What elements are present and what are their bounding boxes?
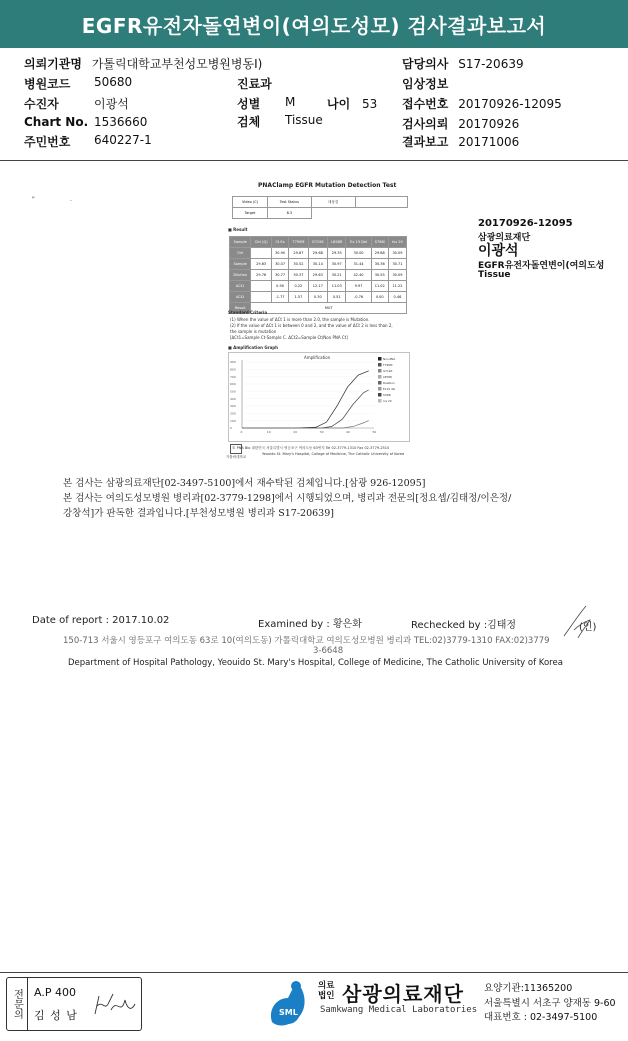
- legend-swatch: [378, 399, 382, 403]
- report-date-label: 결과보고: [402, 135, 449, 149]
- legend-label: Ins 20: [383, 399, 392, 403]
- std-line: [ΔCt1=Sample Ct-Sample C. ΔCt2=Sample Ct/Non PNA Ct]: [230, 335, 348, 340]
- sticker-name: 이광석: [478, 243, 519, 259]
- result-cell: 30.77: [271, 270, 288, 281]
- result-cell: 30.21: [327, 270, 346, 281]
- result-cell: 11.22: [388, 281, 406, 292]
- result-cell: 0.90: [271, 281, 288, 292]
- result-cell: 30.00: [346, 248, 371, 259]
- sticker-specimen: Tissue: [478, 270, 511, 280]
- result-cell: ΔCt1: [230, 281, 251, 292]
- info-cell: Target: [233, 208, 268, 219]
- bottom-divider: [0, 972, 628, 973]
- specimen-label: 검체: [237, 115, 261, 129]
- result-cell: 30.14: [308, 259, 327, 270]
- legend-label: Deletion: [383, 381, 395, 385]
- request-label: 검사의뢰: [402, 117, 449, 131]
- resident-value: 640227-1: [94, 133, 152, 147]
- legend-label: Ex19 del: [383, 387, 396, 391]
- request-value: 20170926: [458, 117, 520, 131]
- result-cell: 30.09: [388, 270, 406, 281]
- x-tick-label: 50: [372, 430, 377, 434]
- info-cell: [311, 208, 355, 219]
- result-cell: 1.57: [289, 292, 308, 303]
- result-cell: 30.07: [271, 259, 288, 270]
- result-header-cell: Ct Ex: [271, 237, 288, 248]
- recipient-label: 수진자: [24, 97, 59, 111]
- y-tick-label: 0: [230, 426, 232, 431]
- comment-line: 본 검사는 여의도성모병원 병리과[02-3779-1298]에서 시행되었으며, 병리과 전문의[정요셉/김태정/이은정/: [63, 493, 512, 504]
- result-row: [230, 281, 407, 292]
- result-cell: 42.40: [346, 270, 371, 281]
- result-cell: 30.97: [327, 259, 346, 270]
- clinical-row: [402, 75, 448, 92]
- y-tick-label: 700: [230, 374, 236, 379]
- specialist-label-cell: [7, 978, 28, 1030]
- sml-badge-text: SML: [279, 1008, 298, 1017]
- sticker-test: EGFR유전자돌연변이(여의도성: [478, 261, 605, 271]
- resident-label: 주민번호: [24, 135, 71, 149]
- result-summary-value: MUT: [251, 303, 407, 314]
- doctor-label: 담당의사: [402, 57, 449, 71]
- result-cell: 30.71: [388, 259, 406, 270]
- legend-swatch: [378, 375, 382, 379]
- y-tick-label: 300: [230, 404, 236, 409]
- result-header-cell: T790M: [289, 237, 308, 248]
- std-line: (2) If the value of ΔCt 1 is between 0 and 2, and the value of ΔCt 2 is less than 2,: [230, 323, 393, 328]
- date-of-report: Date of report : 2017.10.02: [32, 615, 170, 626]
- institution-code: 요양기관:11365200: [484, 983, 573, 994]
- sml-logo-icon: [266, 978, 312, 1028]
- result-cell: 30.09: [388, 248, 406, 259]
- legend-swatch: [378, 369, 382, 373]
- result-header-cell: L858R: [327, 237, 346, 248]
- resident-row: [24, 133, 152, 150]
- catholic-logo-text: 가톨릭대학교: [226, 455, 247, 459]
- result-cell: 0.46: [388, 292, 406, 303]
- result-cell: 9.97: [346, 281, 371, 292]
- result-cell: 0.22: [289, 281, 308, 292]
- result-cell: 29.63: [251, 259, 272, 270]
- legend-swatch: [378, 357, 382, 361]
- y-tick-label: 600: [230, 382, 236, 387]
- sticker-accession: 20170926-12095: [478, 218, 573, 229]
- graph-heading: ■ Amplification Graph: [228, 345, 279, 350]
- result-row: [230, 270, 407, 281]
- result-cell: 0.30: [308, 292, 327, 303]
- x-tick-label: 40: [346, 430, 350, 434]
- result-cell: 29.76: [251, 270, 272, 281]
- result-cell: -0.76: [346, 292, 371, 303]
- result-cell: Sample: [230, 259, 251, 270]
- info-cell: Test Status: [268, 197, 312, 208]
- y-tick-label: 800: [230, 367, 236, 372]
- recipient-value: 이광석: [94, 97, 129, 111]
- result-header-cell: Sample: [230, 237, 251, 248]
- department-line: Department of Hospital Pathology, Yeouido St. Mary's Hospital, College of Medicine, The Catholic University of Korea: [68, 658, 563, 668]
- doctor-value: S17-20639: [458, 57, 524, 71]
- report-date-row: [402, 133, 519, 150]
- result-cell: 12.17: [308, 281, 327, 292]
- comment-line: 본 검사는 삼광의료재단[02-3497-5100]에서 재수탁된 검체입니다.[삼광 926-12095]: [63, 478, 426, 489]
- specimen-row: [237, 113, 323, 130]
- result-cell: Dilution: [230, 270, 251, 281]
- y-tick-label: 100: [230, 418, 236, 423]
- institution-row: [24, 55, 262, 72]
- institution-value: 가톨릭대학교부천성모병원병동I): [91, 57, 263, 71]
- report-title: EGFR유전자돌연변이(여의도성모) 검사결과보고서: [81, 13, 547, 38]
- result-row: [230, 292, 407, 303]
- x-tick-label: 10: [266, 430, 271, 434]
- age-value: 53: [362, 97, 378, 111]
- chart-title: Amplification: [304, 355, 331, 360]
- x-tick-label: 20: [293, 430, 298, 434]
- seal-mark: (인): [579, 622, 597, 633]
- result-cell: 29.68: [308, 248, 327, 259]
- pnaclamp-title: PNAClamp EGFR Mutation Detection Test: [258, 182, 397, 189]
- request-row: [402, 115, 519, 132]
- receipt-row: [402, 95, 562, 112]
- result-cell: ΔCt2: [230, 292, 251, 303]
- std-line: (1) When the value of ΔCt 1 is more than 2.0, the sample is Mutation.: [230, 317, 370, 322]
- legend-label: L858R: [383, 375, 392, 379]
- info-cell: [355, 208, 408, 219]
- result-cell: 30.52: [289, 259, 308, 270]
- result-header-cell: Ins 20: [388, 237, 406, 248]
- result-cell: 0.51: [327, 292, 346, 303]
- pnaclamp-info-box: [232, 196, 408, 219]
- catholic-logo-icon: [230, 444, 242, 454]
- pna-footer-line1: © PNA Bio 대한민국 서울특별시 영등포구 여의도동 63번지 Tel 02-3779-1310 Fax 02-3779-2510: [232, 446, 390, 450]
- hospital-code-value: 50680: [94, 75, 133, 89]
- specialist-box: [6, 977, 142, 1031]
- result-row: [230, 259, 407, 270]
- legend-swatch: [378, 381, 382, 385]
- result-header-cell: S768I: [371, 237, 388, 248]
- y-tick-label: 500: [230, 389, 236, 394]
- result-cell: 29.63: [308, 270, 327, 281]
- age-row: [327, 95, 377, 112]
- result-cell: 30.36: [371, 259, 388, 270]
- sex-value: M: [285, 95, 296, 109]
- license-number: A.P 400: [34, 986, 76, 999]
- result-cell: 11.02: [371, 281, 388, 292]
- comment-line: 강창석]가 판독한 결과입니다.[부천성모병원 병리과 S17-20639]: [63, 508, 334, 519]
- result-cell: [251, 281, 272, 292]
- legend-swatch: [378, 363, 382, 367]
- result-cell: 31.44: [346, 259, 371, 270]
- result-summary-label: Result: [230, 303, 251, 314]
- hospital-code-label: 병원코드: [24, 77, 71, 91]
- lab-address: 150-713 서울시 영등포구 여의도동 63로 10(여의도동) 가톨릭대학교 여의도성모병원 병리과 TEL:02)3779-1310 FAX:02)3779: [63, 636, 550, 646]
- logo-name: 삼광의료재단: [342, 982, 464, 1006]
- examined-by: Examined by : 황은화: [258, 619, 362, 630]
- clinical-label: 임상정보: [402, 77, 449, 91]
- report-date-value: 20171006: [458, 135, 520, 149]
- specialist-label: 전문의: [11, 989, 23, 1019]
- legend-label: T790M: [383, 363, 393, 367]
- x-tick-label: 0: [240, 430, 243, 434]
- info-cell: Video (C): [233, 197, 268, 208]
- result-cell: Ctrl: [230, 248, 251, 259]
- specimen-value: Tissue: [285, 113, 323, 127]
- y-tick-label: 200: [230, 411, 236, 416]
- pna-footer-line2: Yeouido St. Mary's Hospital, College of Medicine, The Catholic University of Korea: [262, 452, 405, 456]
- result-header-cell: Ctrl (Q): [251, 237, 272, 248]
- result-table: [229, 236, 407, 314]
- report-title-bar: [0, 0, 628, 48]
- result-header-cell: Ex 19 Del: [346, 237, 371, 248]
- specialist-signature: [91, 990, 137, 1020]
- result-cell: -1.77: [271, 292, 288, 303]
- scan-mark: ·: [70, 198, 72, 205]
- result-cell: [251, 248, 272, 259]
- lab-address-cont: 3-6648: [313, 646, 344, 656]
- chart-value: 1536660: [94, 115, 148, 129]
- age-label: 나이: [327, 97, 351, 111]
- sex-row: [237, 95, 296, 112]
- result-cell: 0.00: [371, 292, 388, 303]
- dept-row: [237, 75, 272, 92]
- y-tick-label: 900: [230, 360, 236, 365]
- result-cell: 30.90: [271, 248, 288, 259]
- chart-label: Chart No.: [24, 115, 89, 129]
- result-cell: 11.03: [327, 281, 346, 292]
- result-heading: ■ Result: [228, 227, 248, 232]
- standard-heading: Standard Criteria: [228, 310, 268, 315]
- institution-label: 의뢰기관명: [24, 57, 82, 71]
- doctor-row: [402, 55, 524, 72]
- result-header-cell: G719X: [308, 237, 327, 248]
- result-row: [230, 248, 407, 259]
- scanned-report: [0, 172, 628, 982]
- chart-row: [24, 115, 148, 129]
- receipt-label: 접수번호: [402, 97, 449, 111]
- result-cell: 29.87: [289, 248, 308, 259]
- recipient-row: [24, 95, 129, 112]
- signature-mark: [560, 600, 600, 642]
- result-cell: 30.55: [371, 270, 388, 281]
- info-cell: [355, 197, 408, 208]
- logo-english: Samkwang Medical Laboratories: [320, 1005, 478, 1015]
- sex-label: 성별: [237, 97, 261, 111]
- x-tick-label: 30: [319, 430, 324, 434]
- y-tick-label: 400: [230, 396, 236, 401]
- dept-label: 진료과: [237, 77, 272, 91]
- info-cell: 대상검: [311, 197, 355, 208]
- legend-swatch: [378, 387, 382, 391]
- header-divider: [0, 160, 628, 161]
- legend-label: S768I: [383, 393, 391, 397]
- rechecked-by: Rechecked by :김태정: [411, 620, 517, 631]
- logo-prefix: 의료 법인: [318, 981, 335, 1001]
- hospital-code-row: [24, 75, 133, 92]
- legend-label: G719X: [383, 369, 393, 373]
- receipt-value: 20170926-12095: [458, 97, 562, 111]
- foundation-phone: 대표번호 : 02-3497-5100: [484, 1012, 598, 1023]
- result-cell: 29.88: [371, 248, 388, 259]
- sticker-foundation: 삼광의료재단: [478, 233, 531, 243]
- legend-label: Non-PNA: [383, 357, 396, 361]
- amplification-chart: [228, 352, 410, 442]
- foundation-address: 서울특별시 서초구 양재동 9-60: [484, 998, 616, 1009]
- std-line: the sample is mutation: [230, 329, 277, 334]
- scan-mark: ": [32, 196, 35, 203]
- info-table: [232, 196, 408, 219]
- specialist-name: 김 성 남: [34, 1009, 78, 1022]
- info-cell: 8.3: [268, 208, 312, 219]
- result-cell: [251, 292, 272, 303]
- result-cell: 30.37: [289, 270, 308, 281]
- legend-swatch: [378, 393, 382, 397]
- result-cell: 29.35: [327, 248, 346, 259]
